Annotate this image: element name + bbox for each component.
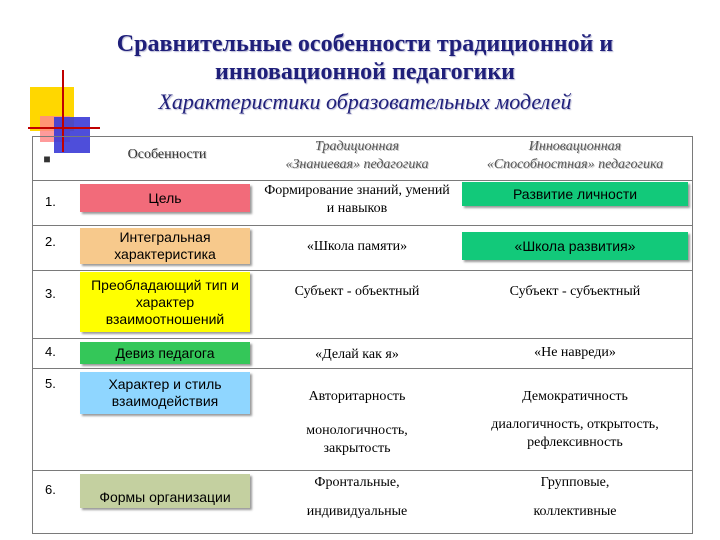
innovative-interaction-a: Демократичность [522,389,628,404]
table-divider [32,338,692,339]
innovative-forms-a: Групповые, [540,475,610,490]
feature-goal: Цель [80,184,250,212]
row-number: 5. [45,376,56,391]
decor-vertical-line [62,70,64,152]
row-number: 6. [45,482,56,497]
table-border-left [32,136,33,534]
feature-motto: Девиз педагога [80,342,250,364]
feature-integral: Интегральная характеристика [80,228,250,264]
traditional-motto: «Делай как я» [315,347,399,362]
innovative-goal: Развитие личности [462,182,688,206]
header-bullet-icon: ■ [43,152,51,166]
header-traditional-line1: Традиционная [315,139,399,154]
page-title-line1: Сравнительные особенности традиционной и [116,31,614,57]
innovative-relationship: Субъект - субъектный [509,284,641,299]
innovative-motto: «Не навреди» [534,345,616,360]
innovative-forms-b: коллективные [533,504,617,519]
table-divider [32,533,692,534]
table-divider [32,470,692,471]
page-title-line2: инновационной педагогики [215,59,515,85]
header-innovative [462,138,688,174]
traditional-integral: «Школа памяти» [306,239,408,254]
header-traditional-line2: «Знаниевая» педагогика [285,157,429,172]
traditional-interaction-b: монологичность, закрытость [306,423,408,456]
traditional-forms-a: Фронтальные, [314,475,400,490]
decor-horizontal-line [28,127,100,129]
table-divider [32,368,692,369]
row-number: 2. [45,234,56,249]
page-subtitle: Характеристики образовательных моделей [158,89,572,114]
feature-relationship: Преобладающий тип и характер взаимоотношений [80,272,250,332]
row-number: 4. [45,344,56,359]
header-features: Особенности [127,147,207,162]
innovative-integral: «Школа развития» [462,232,688,260]
header-traditional [262,138,452,174]
row-number: 3. [45,286,56,301]
header-innovative-line1: Инновационная [528,139,622,154]
table-divider [32,270,692,271]
header-innovative-line2: «Способностная» педагогика [486,157,664,172]
table-divider [32,225,692,226]
table-border-right [692,136,693,534]
table-divider [32,136,692,137]
table-divider [32,180,692,181]
traditional-interaction-a: Авторитарность [308,389,406,404]
feature-interaction-style: Характер и стиль взаимодействия [80,372,250,414]
traditional-relationship: Субъект - объектный [294,284,420,299]
traditional-goal: Формирование знаний, умений и навыков [264,183,450,216]
innovative-interaction-b: диалогичность, открытость, рефлексивность [491,417,659,450]
traditional-forms-b: индивидуальные [306,504,408,519]
row-number: 1. [45,194,56,209]
feature-organization-forms: Формы организации [80,474,250,508]
decor-blue-square [54,117,90,153]
